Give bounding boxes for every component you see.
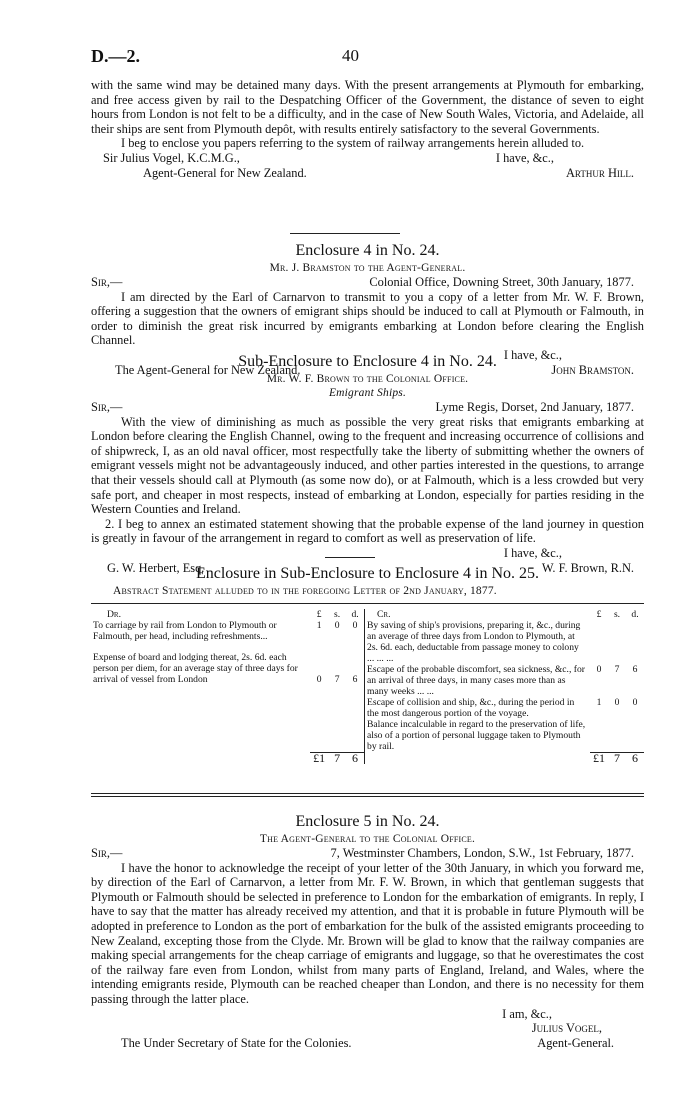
account-total-row [91, 752, 644, 764]
enclosure-4-dateline: Colonial Office, Downing Street, 30th January, 1877. [369, 275, 634, 289]
cr-item-text [365, 620, 591, 752]
table-bottom-rule-2 [91, 796, 644, 797]
enclosure-4-salutation: Sir,— [91, 275, 123, 289]
dr-item-pounds: 1 [316, 620, 322, 631]
continuation-signature-row [91, 166, 644, 181]
dr-total-pence: 6 [346, 752, 364, 764]
cr-item-2-pence: 0 [632, 697, 638, 708]
dr-pounds-head: £ [316, 609, 322, 620]
enclosure-4-title: Enclosure 4 in No. 24. [295, 242, 440, 259]
enclosure-5-signature: Julius Vogel, [531, 1021, 602, 1036]
cr-pence-head: d. [631, 609, 639, 620]
cr-item-1-pence: 6 [632, 664, 638, 675]
sub-enclosure-body-2: 2. I beg to annex an estimated statement showing that the probable expense of the land journey in question is greatly in favour of the arrangement in regard to comfort as well as preservation of life. [91, 516, 644, 546]
cr-heading: Cr. [377, 609, 391, 620]
continuation-closing: I have, &c., [495, 150, 554, 165]
sub-enclosure-signature: W. F. Brown, R.N. [541, 560, 634, 575]
cr-pence-col [626, 620, 644, 752]
abstract-subtitle [91, 584, 644, 598]
abstract-subtitle-text: Abstract Statement alluded to in the foregoing Letter of 2nd January, 1877. [113, 585, 497, 597]
enclosure-5-addressee-row [91, 1036, 644, 1051]
abstract-title: Enclosure in Sub-Enclosure to Enclosure 4 in No. 25. [195, 565, 540, 582]
continuation-addressee-1: Sir Julius Vogel, K.C.M.G., [103, 150, 240, 165]
enclosure-4-signature: John Bramston. [551, 362, 634, 377]
dr-item-pounds: 0 [316, 674, 322, 685]
dr-total-shillings: 7 [328, 752, 346, 764]
cr-pounds-col [590, 620, 608, 752]
continuation-signature: Arthur Hill. [565, 165, 634, 180]
account-row [91, 620, 644, 652]
sub-enclosure-subtitle: Mr. W. F. Brown to the Colonial Office. [266, 373, 469, 385]
enclosure-5-addressee: The Under Secretary of State for the Colonies. [121, 1035, 352, 1050]
account-table-wrapper [91, 609, 644, 764]
enclosure-4-heading-row [91, 275, 644, 290]
dr-item-shillings: 7 [334, 674, 340, 685]
enclosure-5-section [91, 812, 644, 1050]
continuation-section [91, 78, 644, 180]
dr-heading: Dr. [107, 609, 121, 620]
sub-enclosure-topic: Emigrant Ships. [328, 387, 407, 399]
cr-shillings-head: s. [613, 609, 621, 620]
cr-item-2-pounds: 1 [596, 697, 602, 708]
sub-enclosure-salutation: Sir,— [91, 400, 123, 414]
cr-item-1-pounds: 0 [596, 664, 602, 675]
continuation-paragraph: with the same wind may be detained many days. With the present arrangements at Plymouth for embarking, and free access given by rail to the Despatching Officer of the Government, the distance of seven to eight hours from London is not felt to be a difficulty, and in the case of New South Wales, Victoria, and Adelaide, all their ships are sent from Plymouth depôt, with results entirely satisfactory to the several Governments. [91, 78, 644, 136]
enclosure-5-closing-row [91, 1007, 644, 1022]
cr-item-2: Escape of the probable discomfort, sea sickness, &c., for an arrival of three days, in many cases more than as many weeks ... ... [367, 664, 585, 697]
sub-enclosure-closing-row [91, 546, 644, 561]
sub-enclosure-dateline: Lyme Regis, Dorset, 2nd January, 1877. [435, 400, 634, 414]
sub-enclosure-addressee: G. W. Herbert, Esq. [107, 560, 205, 575]
account-table [91, 609, 644, 764]
dr-pence-head: d. [346, 609, 364, 620]
dr-item-pence: 0 [346, 620, 364, 652]
enclosure-4-body: I am directed by the Earl of Carnarvon to transmit to you a copy of a letter from Mr. W. F. Brown, offering a suggestion that the owners of emigrant ships should be induced to call at Plymouth or Falmouth, in order to diminish the great risk incurred by emigrants embarking at London before clearing the English Channel. [91, 289, 644, 348]
cr-item-1: By saving of ship's provisions, preparing it, &c., during an average of three days from London to Plymouth, at 2s. 6d. each, deductable from passage money to colony ... ... ... [367, 620, 581, 664]
page-number: 40 [342, 46, 359, 65]
cr-shillings-col [608, 620, 626, 752]
table-bottom-rule [91, 793, 644, 794]
enclosure-5-dateline: 7, Westminster Chambers, London, S.W., 1st February, 1877. [330, 846, 634, 860]
enclosure-4-addressee: The Agent-General for New Zealand. [115, 362, 301, 377]
cr-item-1-shillings: 7 [614, 664, 620, 675]
section-divider-2 [325, 557, 375, 558]
sub-enclosure-body-1: With the view of diminishing as much as possible the very great risks that emigrants embarking at London before clearing the English Channel, owing to the frequent and increasing occurrence of collisions and of shipwreck, I, as an old naval officer, most respectfully take the liberty of submitting whether the owners of emigrant vessels might not be advantageously induced, and other parties interested in the questions, to arrange that their vessels should call at Plymouth (as some now do), or at Falmouth, which is a less crowded but very safe port, and cheaper in most respects, instead of embarking at London, especially for parties residing in the Western Counties and Ireland. [91, 414, 644, 517]
account-header-row [91, 609, 644, 620]
enclosure-5-title: Enclosure 5 in No. 24. [295, 813, 440, 830]
sub-enclosure-heading-row [91, 400, 644, 415]
dr-item-pence: 6 [346, 652, 364, 752]
dr-item-shillings: 0 [334, 620, 340, 631]
page-reference: D.—2. [91, 46, 140, 66]
sub-enclosure-section [91, 352, 644, 575]
dr-item-text: Expense of board and lodging thereat, 2s. 6d. each person per diem, for an average stay of three days for arrival of vessel from London [93, 652, 298, 685]
section-divider [290, 233, 400, 234]
dr-shillings-head: s. [334, 609, 341, 620]
table-top-rule [91, 603, 644, 604]
enclosure-5-subtitle: The Agent-General to the Colonial Office. [259, 833, 476, 845]
continuation-signoff-row [91, 151, 644, 166]
cr-pounds-head: £ [596, 609, 602, 620]
continuation-paragraph-2: I beg to enclose you papers referring to the system of railway arrangements herein alluded to. [121, 136, 585, 151]
cr-total-shillings: 7 [608, 752, 626, 764]
sub-enclosure-title: Sub-Enclosure to Enclosure 4 in No. 24. [238, 353, 497, 370]
dr-item-text: To carriage by rail from London to Plymouth or Falmouth, per head, including refreshments... [93, 620, 277, 642]
abstract-statement-section [91, 564, 644, 598]
enclosure-5-signature-title: Agent-General. [537, 1035, 614, 1050]
cr-item-4: Balance incalculable in regard to the preservation of life, also of a portion of personal luggage taken to Plymouth by rail. [367, 719, 586, 752]
enclosure-5-salutation: Sir,— [91, 846, 123, 860]
enclosure-5-signature-row [91, 1021, 644, 1036]
cr-total-pence: 6 [626, 752, 644, 764]
sub-enclosure-closing: I have, &c., [503, 545, 562, 560]
enclosure-4-closing: I have, &c., [503, 347, 562, 362]
enclosure-5-body: I have the honor to acknowledge the receipt of your letter of the 30th January, in which you forward me, by direction of the Earl of Carnarvon, a letter from Mr. F. W. Brown, in which that gentleman suggests that Plymouth or Falmouth should be selected in preference to London for the embarkation of emigrants. In reply, I have to say that the matter has already received my attention, and that it is probable in future Plymouth will be adopted in preference to London as the port of embarkation for the bulk of the assisted emigrants proceeding to New Zealand, excepting those from the Clyde. Mr. Brown will be glad to know that the railway companies are making special arrangements for the cheap carriage of emigrants and luggage, so that he overestimates the cost of the railway fare even from London, whilst from many parts of England, Ireland, and Wales, where the intending emigrants reside, Plymouth can be reached cheaper than London, and there is no necessity for them passing through the latter place. [91, 860, 644, 1006]
cr-total-pounds: £1 [590, 752, 608, 764]
cr-item-2-shillings: 0 [614, 697, 620, 708]
enclosure-4-subtitle: Mr. J. Bramston to the Agent-General. [269, 262, 466, 274]
dr-total-pounds: £1 [310, 752, 328, 764]
continuation-addressee-2: Agent-General for New Zealand. [143, 165, 307, 180]
enclosure-5-closing: I am, &c., [502, 1006, 552, 1021]
cr-item-3: Escape of collision and ship, &c., during the period in the most dangerous portion of the voyage. [367, 697, 575, 719]
enclosure-5-heading-row [91, 846, 644, 861]
